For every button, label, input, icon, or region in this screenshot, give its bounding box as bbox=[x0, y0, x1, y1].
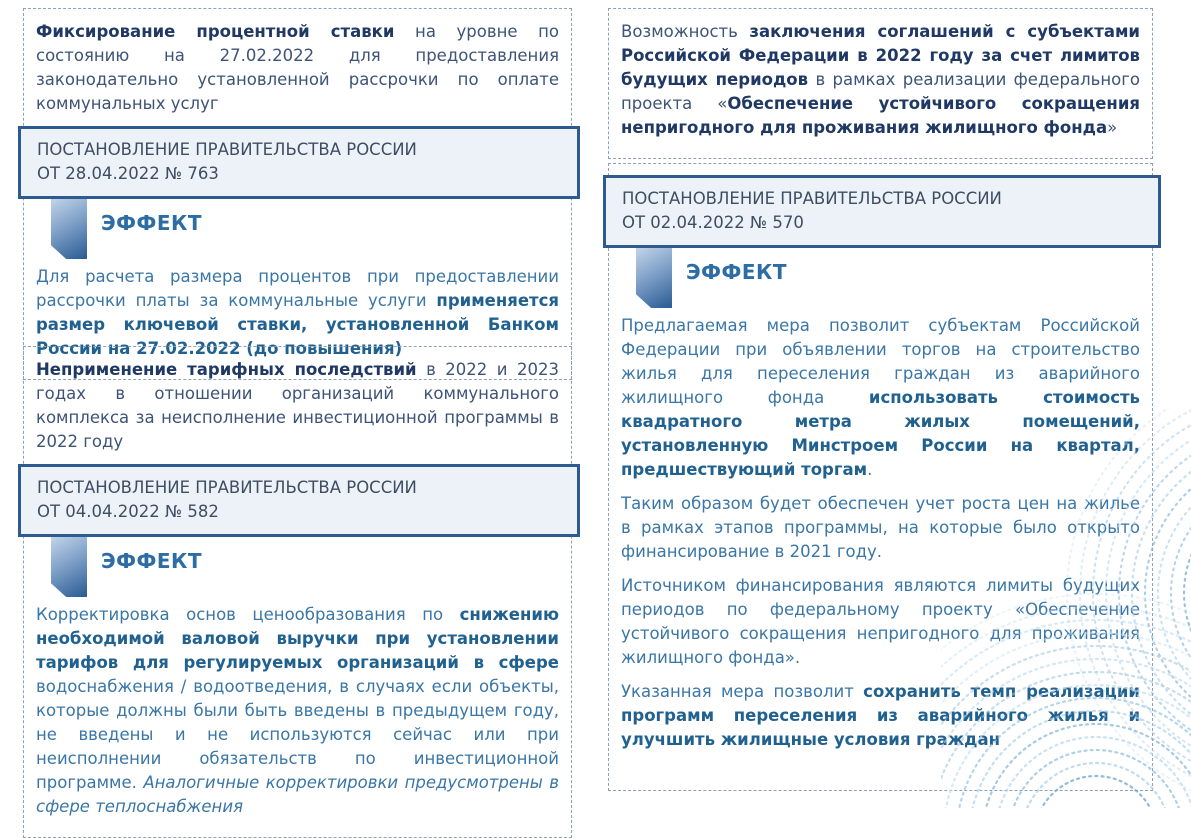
ribbon-icon bbox=[51, 199, 87, 259]
info-card-agreements-effect bbox=[608, 163, 1153, 791]
effect-heading: ЭФФЕКТ bbox=[101, 549, 202, 573]
card-intro-text: Неприменение тарифных последствий в 2022 и 2023 годах в отношении организаций коммунального комплекса за неисполнение инвестиционной программы в 2022 году bbox=[36, 360, 559, 451]
effect-paragraph: Корректировка основ ценообразования по снижению необходимой валовой выручки при установлении тарифов для регулируемых организаций в сфере водоснабжения / водоотведения, в случаях если объекты, которые должны были быть введены в предыдущем году, не введены и не используются сейчас или при неисполнении обязательств по инвестиционной программе. Аналогичные корректировки предусмотрены в сфере теплоснабжения bbox=[36, 605, 559, 816]
info-card-tariff-consequences bbox=[23, 346, 572, 838]
decree-title-line: ПОСТАНОВЛЕНИЕ ПРАВИТЕЛЬСТВА РОССИИ bbox=[37, 140, 417, 159]
decree-title-line: ПОСТАНОВЛЕНИЕ ПРАВИТЕЛЬСТВА РОССИИ bbox=[622, 189, 1002, 208]
decree-date-line: ОТ 04.04.2022 № 582 bbox=[37, 502, 219, 521]
decree-title-line: ПОСТАНОВЛЕНИЕ ПРАВИТЕЛЬСТВА РОССИИ bbox=[37, 478, 417, 497]
card-intro-text: Возможность заключения соглашений с субъектами Российской Федерации в 2022 году за счет лимитов будущих периодов в рамках реализации федерального проекта «Обеспечение устойчивого сокращения непригодного для проживания жилищного фонда» bbox=[621, 22, 1141, 137]
effect-paragraph: Указанная мера позволит сохранить темп реализации программ переселения из аварийного жилья и улучшить жилищные условия граждан bbox=[621, 682, 1140, 749]
effect-paragraph: Источником финансирования являются лимиты будущих периодов по федеральному проекту «Обеспечение устойчивого сокращения непригодного для проживания жилищного фонда». bbox=[621, 576, 1140, 667]
effect-heading: ЭФФЕКТ bbox=[686, 260, 787, 284]
info-card-agreements-title bbox=[608, 8, 1153, 159]
effect-paragraph: Для расчета размера процентов при предоставлении рассрочки платы за коммунальные услуги применяется размер ключевой ставки, установленной Банком России на 27.02.2022 (до повышения) bbox=[36, 267, 559, 358]
decree-date-line: ОТ 02.04.2022 № 570 bbox=[622, 213, 804, 232]
decree-box bbox=[18, 126, 580, 199]
decree-box bbox=[603, 175, 1161, 248]
effect-heading: ЭФФЕКТ bbox=[101, 211, 202, 235]
ribbon-icon bbox=[51, 537, 87, 597]
decree-date-line: ОТ 28.04.2022 № 763 bbox=[37, 164, 219, 183]
decree-box bbox=[18, 464, 580, 537]
effect-header bbox=[51, 537, 559, 597]
effect-paragraph: Таким образом будет обеспечен учет роста цен на жилье в рамках этапов программы, на которые было открыто финансирование в 2021 году. bbox=[621, 494, 1140, 561]
ribbon-icon bbox=[636, 248, 672, 308]
info-card-fixed-rate bbox=[23, 8, 572, 380]
effect-header bbox=[636, 248, 1140, 308]
effect-header bbox=[51, 199, 559, 259]
effect-paragraph: Предлагаемая мера позволит субъектам Российской Федерации при объявлении торгов на строительство жилья для переселения граждан из аварийного жилищного фонда использовать стоимость квадратного метра жилых помещений, установленную Минстроем России на квартал, предшествующий торгам. bbox=[621, 316, 1140, 479]
card-intro-text: Фиксирование процентной ставки на уровне по состоянию на 27.02.2022 для предоставления законодательно установленной рассрочки по оплате коммунальных услуг bbox=[36, 22, 559, 113]
